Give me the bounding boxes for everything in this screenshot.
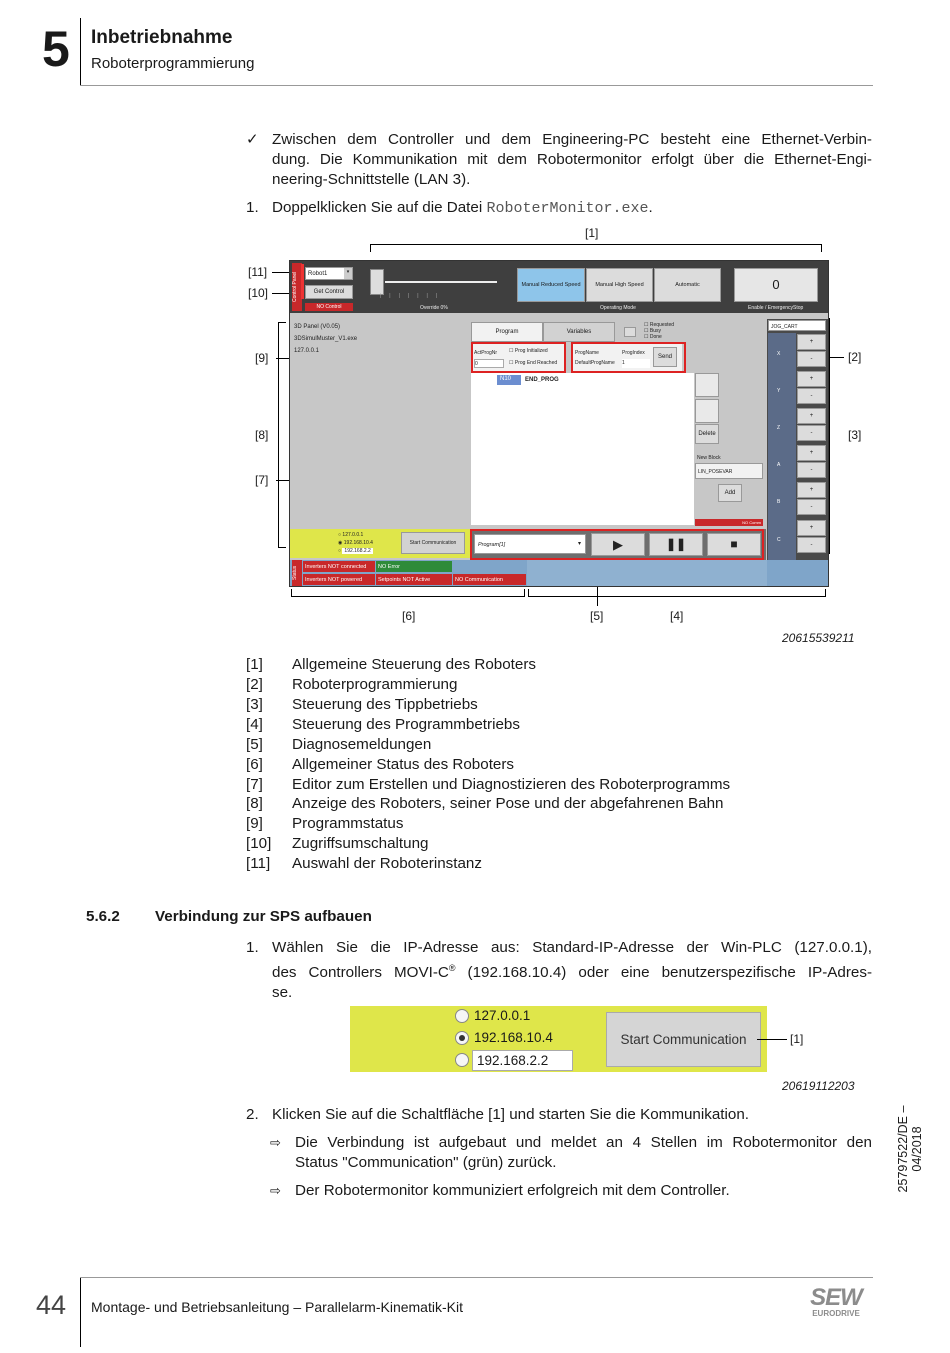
axis-y-label: Y bbox=[777, 388, 781, 394]
callout-9: [9] bbox=[255, 351, 269, 365]
figure2-id: 20619112203 bbox=[782, 1079, 855, 1093]
header-vertical-rule bbox=[80, 18, 81, 86]
robot-3d-panel[interactable] bbox=[290, 319, 470, 529]
error-status: NO Error bbox=[376, 561, 452, 572]
ip-selection-screenshot bbox=[350, 1006, 767, 1072]
step-number: 1. bbox=[246, 199, 259, 216]
result-arrow-icon: ⇨ bbox=[270, 1135, 281, 1150]
start-communication-button[interactable]: Start Communication bbox=[401, 532, 465, 554]
play-button[interactable]: ▶ bbox=[591, 533, 645, 556]
legend-number: [9] bbox=[246, 815, 263, 832]
jog-mode-select[interactable]: JOG_CART bbox=[768, 320, 826, 331]
result-text bbox=[295, 1133, 872, 1173]
legend-text: Anzeige des Roboters, seiner Pose und der abgefahrenen Bahn bbox=[292, 795, 724, 812]
legend-text: Auswahl der Roboterinstanz bbox=[292, 855, 482, 872]
editor-comm-status: NO Comm bbox=[695, 519, 763, 526]
logo-subline: EURODRIVE bbox=[812, 1309, 860, 1318]
mode-reduced-speed-button[interactable]: Manual Reduced Speed bbox=[517, 268, 585, 302]
legend-text: Diagnosemeldungen bbox=[292, 736, 432, 753]
highlight-program-status bbox=[471, 342, 566, 373]
flag-label: Requested bbox=[649, 322, 675, 328]
callout-1: [1] bbox=[585, 226, 599, 240]
jog-axis-column bbox=[768, 333, 796, 587]
registered-mark: ® bbox=[448, 963, 456, 973]
inverter-power-status: Inverters NOT powered bbox=[303, 574, 375, 585]
program-line-number: N10 bbox=[497, 375, 521, 385]
axis-a-label: A bbox=[777, 462, 781, 468]
step-fragment: des Controllers MOVI-C bbox=[272, 964, 449, 982]
setpoints-status: Setpoints NOT Active bbox=[376, 574, 452, 585]
callout-1-bracket bbox=[370, 244, 822, 252]
legend-number: [2] bbox=[246, 676, 263, 693]
callout-3: [3] bbox=[848, 428, 862, 442]
legend-number: [3] bbox=[246, 696, 263, 713]
request-flags: ☐ Requested ☐ Busy ☐ Done bbox=[644, 322, 675, 340]
footer-vertical-rule bbox=[80, 1277, 81, 1347]
chapter-number: 5 bbox=[42, 21, 70, 77]
act-prog-field[interactable]: 0 bbox=[474, 359, 504, 368]
flag-label: Done bbox=[649, 334, 662, 340]
stop-button[interactable]: ■ bbox=[707, 533, 761, 556]
chapter-title: Inbetriebnahme bbox=[91, 27, 233, 48]
step-instruction: Doppelklicken Sie auf die Datei bbox=[272, 199, 483, 216]
check-mark-icon: ✓ bbox=[246, 131, 259, 148]
jog-plus-button[interactable]: + bbox=[797, 334, 826, 350]
inverter-connection-status: Inverters NOT connected bbox=[303, 561, 375, 572]
logo-wordmark: SEW bbox=[810, 1284, 862, 1311]
program-select[interactable]: Program[1] bbox=[474, 534, 586, 554]
axis-z-label: Z bbox=[777, 425, 781, 431]
figure2-callout: [1] bbox=[790, 1032, 804, 1046]
tab-program[interactable]: Program bbox=[471, 322, 543, 342]
file-name: RoboterMonitor.exe bbox=[486, 200, 649, 217]
ip-radio-controller[interactable] bbox=[455, 1031, 469, 1045]
prerequisite-text bbox=[272, 130, 872, 190]
jog-minus-button[interactable]: - bbox=[797, 537, 826, 553]
callout-8-bracket bbox=[278, 322, 286, 548]
move-up-button[interactable] bbox=[695, 373, 719, 397]
jog-minus-button[interactable]: - bbox=[797, 462, 826, 478]
footer-horizontal-rule bbox=[80, 1277, 873, 1278]
panel-info: 127.0.0.1 bbox=[294, 348, 320, 354]
prereq-line: dung. Die Kommunikation mit dem Robotermonitor erfolgt über die Ethernet-Engi- bbox=[272, 151, 872, 168]
robot-select-value: Robot1 bbox=[308, 271, 328, 277]
legend-text: Steuerung des Tippbetriebs bbox=[292, 696, 478, 713]
ip-select-panel: ○ 127.0.0.1 ◉ 192.168.10.4 ○ 192.168.2.2 Start Communication bbox=[290, 529, 470, 558]
ip-option-label: 127.0.0.1 bbox=[474, 1008, 531, 1023]
sew-logo bbox=[800, 1284, 872, 1318]
legend-text: Allgemeine Steuerung des Roboters bbox=[292, 656, 536, 673]
control-panel-tab[interactable]: Control Panel bbox=[292, 263, 302, 311]
highlight-diagnostics bbox=[470, 529, 764, 560]
callout-8: [8] bbox=[255, 428, 269, 442]
jog-minus-button[interactable]: - bbox=[797, 425, 826, 441]
move-down-button[interactable] bbox=[695, 399, 719, 423]
chapter-subtitle: Roboterprogrammierung bbox=[91, 55, 255, 72]
prereq-line: neering-Schnittstelle (LAN 3). bbox=[272, 171, 471, 188]
jog-minus-button[interactable]: - bbox=[797, 351, 826, 367]
prog-name-label: ProgName bbox=[575, 350, 599, 356]
ip-radio-default[interactable] bbox=[455, 1009, 469, 1023]
jog-plus-button[interactable]: + bbox=[797, 445, 826, 461]
step-text bbox=[272, 198, 653, 219]
step-number: 1. bbox=[246, 939, 259, 956]
add-button[interactable]: Add bbox=[718, 484, 742, 502]
pause-button[interactable]: ❚❚ bbox=[649, 533, 703, 556]
prog-index-label: ProgIndex bbox=[622, 350, 645, 356]
get-control-button[interactable]: Get Control bbox=[305, 285, 353, 299]
access-marker bbox=[301, 264, 304, 299]
callout-10: [10] bbox=[248, 286, 269, 300]
jog-plus-button[interactable]: + bbox=[797, 408, 826, 424]
slider-ticks bbox=[380, 292, 495, 295]
tab-variables[interactable]: Variables bbox=[543, 322, 615, 342]
mode-automatic-button[interactable]: Automatic bbox=[654, 268, 721, 302]
document-id: 25797522/DE – 04/2018 bbox=[896, 1105, 924, 1193]
block-type-select[interactable]: LIN_POSEVAR bbox=[695, 463, 763, 479]
step-line: Wählen Sie die IP-Adresse aus: Standard-IP-Adresse der Win-PLC (127.0.0.1), bbox=[272, 939, 872, 956]
legend-text: Steuerung des Programmbetriebs bbox=[292, 716, 520, 733]
mode-high-speed-button[interactable]: Manual High Speed bbox=[586, 268, 653, 302]
figure1-id: 20615539211 bbox=[782, 631, 855, 645]
ip-custom-field[interactable]: 192.168.2.2 bbox=[344, 548, 371, 554]
jog-plus-button[interactable]: + bbox=[797, 482, 826, 498]
legend-text: Roboterprogrammierung bbox=[292, 676, 458, 693]
chevron-down-icon[interactable]: ▾ bbox=[578, 541, 582, 547]
step-number: 2. bbox=[246, 1106, 259, 1123]
callout-7: [7] bbox=[255, 473, 269, 487]
result-line: Status "Communication" (grün) zurück. bbox=[295, 1154, 557, 1171]
jog-plus-button[interactable]: + bbox=[797, 371, 826, 387]
jog-minus-button[interactable]: - bbox=[797, 388, 826, 404]
header-horizontal-rule bbox=[80, 85, 873, 86]
enable-label: Enable / EmergencyStop bbox=[748, 305, 804, 311]
ip-option[interactable]: 127.0.0.1 bbox=[342, 532, 364, 538]
ip-option-label: 192.168.10.4 bbox=[474, 1030, 553, 1045]
step-text: Klicken Sie auf die Schaltfläche [1] und starten Sie die Kommunikation. bbox=[272, 1106, 749, 1123]
custom-ip-input[interactable]: 192.168.2.2 bbox=[472, 1050, 573, 1071]
delete-button[interactable]: Delete bbox=[695, 424, 719, 444]
flag-label: Busy bbox=[649, 328, 661, 334]
jog-minus-button[interactable]: - bbox=[797, 499, 826, 515]
result-text: Der Robotermonitor kommuniziert erfolgreich mit dem Controller. bbox=[295, 1182, 730, 1199]
no-control-status: NO Control bbox=[305, 303, 353, 311]
new-block-label: New Block bbox=[697, 455, 721, 461]
prereq-line: Zwischen dem Controller und dem Engineering-PC besteht eine Ethernet-Verbin- bbox=[272, 131, 872, 148]
diagnostics-area bbox=[527, 560, 767, 587]
start-communication-button[interactable]: Start Communication bbox=[606, 1012, 761, 1067]
step-line bbox=[272, 958, 872, 983]
callout-4-bracket bbox=[528, 589, 826, 597]
callout-6-bracket bbox=[291, 589, 525, 597]
legend-text: Editor zum Erstellen und Diagnostizieren des Roboterprogramms bbox=[292, 776, 731, 793]
legend-text: Zugriffsumschaltung bbox=[292, 835, 429, 852]
legend-text: Allgemeiner Status des Roboters bbox=[292, 756, 515, 773]
prog-end-flag: Prog End Reached bbox=[514, 360, 558, 366]
act-prog-label: ActProgNr bbox=[474, 350, 498, 356]
default-prog-label: DefaultProgName bbox=[575, 360, 615, 366]
panel-info: 3DSimulMuster_V1.exe bbox=[294, 336, 358, 342]
communication-status: NO Communication bbox=[453, 574, 526, 585]
callout-5: [5] bbox=[590, 609, 604, 623]
chevron-down-icon[interactable]: ▾ bbox=[344, 268, 352, 279]
legend-number: [6] bbox=[246, 756, 263, 773]
callout-11: [11] bbox=[248, 265, 268, 279]
result-line: Die Verbindung ist aufgebaut und meldet an 4 Stellen im Robotermonitor den bbox=[295, 1134, 872, 1151]
axis-c-label: C bbox=[777, 537, 781, 543]
legend-number: [10] bbox=[246, 835, 272, 852]
legend-number: [8] bbox=[246, 795, 263, 812]
prog-initialized-flag: Prog Initialized bbox=[514, 348, 548, 354]
legend-number: [11] bbox=[246, 855, 271, 872]
legend-number: [5] bbox=[246, 736, 263, 753]
footer-doc-title: Montage- und Betriebsanleitung – Parallelarm-Kinematik-Kit bbox=[91, 1299, 463, 1315]
program-line-code[interactable]: END_PROG bbox=[525, 377, 559, 383]
callout-2: [2] bbox=[848, 350, 862, 364]
step-fragment: (192.168.10.4) oder eine benutzerspezifische IP-Adres- bbox=[455, 964, 873, 982]
section-number: 5.6.2 bbox=[86, 908, 120, 925]
program-status-panel: ActProgNr 0 ☐ Prog Initialized ☐ Prog End Reached bbox=[472, 343, 565, 371]
ip-radio-custom[interactable] bbox=[455, 1053, 469, 1067]
legend-text: Programmstatus bbox=[292, 815, 404, 832]
section-title: Verbindung zur SPS aufbauen bbox=[155, 908, 372, 925]
operating-mode-label: Operating Mode bbox=[600, 305, 636, 311]
result-arrow-icon: ⇨ bbox=[270, 1183, 281, 1198]
legend-number: [1] bbox=[246, 656, 263, 673]
callout-line bbox=[757, 1039, 787, 1040]
ip-option[interactable]: 192.168.10.4 bbox=[343, 540, 373, 546]
jog-plus-button[interactable]: + bbox=[797, 520, 826, 536]
step-punct: . bbox=[648, 199, 653, 216]
override-label: Override 0% bbox=[420, 305, 448, 311]
axis-x-label: X bbox=[777, 351, 781, 357]
step-text bbox=[272, 938, 872, 1003]
page-number: 44 bbox=[36, 1290, 67, 1320]
override-slider-track[interactable] bbox=[385, 281, 497, 283]
panel-info: 3D Panel (V0.05) bbox=[294, 324, 341, 330]
legend-number: [7] bbox=[246, 776, 263, 793]
default-prog-field[interactable]: 1 bbox=[622, 359, 650, 368]
robotermonitor-screenshot bbox=[289, 260, 829, 587]
calendar-icon[interactable] bbox=[624, 327, 636, 337]
callout-4: [4] bbox=[670, 609, 684, 623]
enable-button[interactable]: 0 bbox=[734, 268, 818, 302]
legend-number: [4] bbox=[246, 716, 263, 733]
send-button[interactable]: Send bbox=[653, 347, 677, 367]
highlight-programming bbox=[571, 342, 686, 373]
program-editor[interactable] bbox=[471, 373, 694, 525]
callout-6: [6] bbox=[402, 609, 416, 623]
axis-b-label: B bbox=[777, 499, 781, 505]
step-line: se. bbox=[272, 984, 293, 1002]
status-tab[interactable]: Status bbox=[292, 560, 302, 586]
